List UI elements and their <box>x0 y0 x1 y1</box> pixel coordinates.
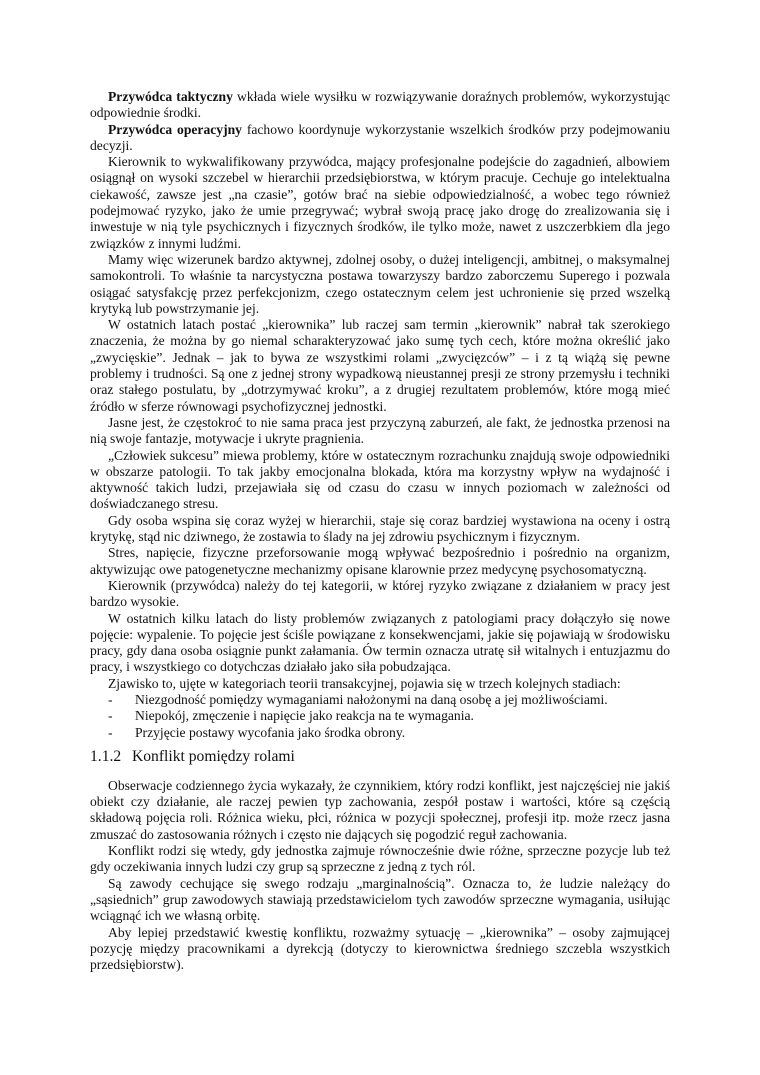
document-page <box>90 89 670 973</box>
paragraph: Stres, napięcie, fizyczne przeforsowanie mogą wpływać bezpośrednio i pośrednio na organizm, aktywizując owe patogenetyczne mechanizmy opisane klarownie przez medycynę psychosomatyczną. <box>90 545 670 577</box>
section-heading <box>90 747 670 767</box>
section-title: Konflikt pomiędzy rolami <box>132 747 295 765</box>
paragraph: Zjawisko to, ujęte w kategoriach teorii transakcyjnej, pojawia się w trzech kolejnych stadiach: <box>108 675 621 691</box>
paragraph: Obserwacje codziennego życia wykazały, że czynnikiem, który rodzi konflikt, jest najczęściej nie jakiś obiekt czy działanie, ale raczej pewien typ zachowania, zespół postaw i wartości, które są częścią składową pojęcia roli. Różnica wieku, płci, różnica w pozycji społecznej, profesji itp. może rzecz jasna zmuszać do zastosowania różnych i często nie dających się pogodzić reguł zachowania. <box>90 777 670 842</box>
term-tactical-leader: Przywódca taktyczny <box>108 89 233 104</box>
paragraph: „Człowiek sukcesu” miewa problemy, które w ostatecznym rozrachunku znajdują swoje odpowiedniki w obszarze patologii. To tak jakby emocjonalna blokada, która ma korzystny wpływ na wydajność i aktywność takich ludzi, przejawiała się od czasu do czasu w innych poziomach w zależności od doświadczanego stresu. <box>90 447 670 512</box>
paragraph: W ostatnich kilku latach do listy problemów związanych z patologiami pracy dołączyło się nowe pojęcie: wypalenie. To pojęcie jest ściśle powiązane z konsekwencjami, jakie się pojawiają w środowisku pracy, gdy dana osoba osiągnie punkt załamania. Ów termin oznacza utratę sił witalnych i entuzjazmu do pracy, i wszystkiego co dotychczas działało jako siła pobudzająca. <box>90 610 670 675</box>
dash-bullet: - <box>108 724 113 740</box>
list-item: - Niezgodność pomiędzy wymaganiami nałożonymi na daną osobę a jej możliwościami. <box>108 691 608 707</box>
paragraph-operational-leader: Przywódca operacyjny fachowo koordynuje wykorzystanie wszelkich środków przy podejmowaniu decyzji. <box>90 121 671 153</box>
paragraph: W ostatnich latach postać „kierownika” lub raczej sam termin „kierownik” nabrał tak szerokiego znaczenia, że można by go niemal scharakteryzować jako sumę tych cech, które można określić jako „zwycięskie”. Jednak – jak to bywa ze wszystkimi rolami „zwycięzców” – i z tą wiążą się pewne problemy i trudności. Są one z jednej strony wypadkową nieustannej presji ze strony przemysłu i techniki oraz stałego postulatu, by „dotrzymywać kroku”, a z drugiej rezultatem problemów, które mogą mieć źródło w sferze równowagi psychofizycznej jednostki. <box>90 317 670 414</box>
paragraph: Kierownik to wykwalifikowany przywódca, mający profesjonalne podejście do zagadnień, albowiem osiągnął on wysoki szczebel w hierarchii przedsiębiorstwa, w którym pracuje. Cechuje go intelektualna ciekawość, zawsze jest „na czasie”, gotów brać na siebie odpowiedzialność, a wobec tego również podejmować ryzyko, jako że umie przegrywać; wybrał swoją pracę jako drogę do zrealizowania się i inwestuje w nią tyle psychicznych i fizycznych środków, ile tylko może, nawet z uszczerbkiem dla jego związków z innymi ludźmi. <box>90 154 670 251</box>
stages-list <box>90 692 670 741</box>
dash-bullet: - <box>108 691 113 707</box>
section-number: 1.1.2 <box>90 747 122 765</box>
list-item: - Niepokój, zmęczenie i napięcie jako reakcja na te wymagania. <box>108 708 474 724</box>
paragraph: Kierownik (przywódca) należy do tej kategorii, w której ryzyko związane z działaniem w pracy jest bardzo wysokie. <box>90 577 670 610</box>
paragraph: Jasne jest, że częstokroć to nie sama praca jest przyczyną zaburzeń, ale fakt, że jednostka przenosi na nią swoje fantazje, motywacje i ukryte pragnienia. <box>90 414 670 447</box>
paragraph: Są zawody cechujące się swego rodzaju „marginalnością”. Oznacza to, że ludzie należący do „sąsiednich” grup zawodowych stawiają przedstawicielom tych zawodów sprzeczne wymagania, usiłując wciągnąć ich we własną orbitę. <box>90 875 670 924</box>
paragraph: Konflikt rodzi się wtedy, gdy jednostka zajmuje równocześnie dwie różne, sprzeczne pozycje lub też gdy oczekiwania innych ludzi czy grup są sprzeczne z jedną z tych ról. <box>90 843 670 875</box>
paragraph-tactical-leader: Przywódca taktyczny wkłada wiele wysiłku w rozwiązywanie doraźnych problemów, wykorzystując odpowiednie środki. <box>90 89 670 121</box>
dash-bullet: - <box>108 708 113 724</box>
paragraph: Aby lepiej przedstawić kwestię konfliktu, rozważmy sytuację – „kierownika” – osoby zajmującej pozycję między pracownikami a dyrekcją (dotyczy to kierownictwa średniego szczebla wszystkich przedsiębiorstw). <box>90 924 670 973</box>
paragraph: Mamy więc wizerunek bardzo aktywnej, zdolnej osoby, o dużej inteligencji, ambitnej, o maksymalnej samokontroli. To właśnie ta narcystyczna postawa towarzyszy bardzo zaborczemu Superego i pozwala osiągać satysfakcję przez perfekcjonizm, czego ostatecznym celem jest uchronienie się przed wszelką krytyką lub powstrzymanie jej. <box>90 251 670 316</box>
term-operational-leader: Przywódca operacyjny <box>108 121 242 137</box>
paragraph: Gdy osoba wspina się coraz wyżej w hierarchii, staje się coraz bardziej wystawiona na oceny i ostrą krytykę, stąd nic dziwnego, że zostawia to ślady na jej zdrowiu psychicznym i fizycznym. <box>90 512 670 545</box>
list-item: - Przyjęcie postawy wycofania jako środka obrony. <box>108 724 406 740</box>
